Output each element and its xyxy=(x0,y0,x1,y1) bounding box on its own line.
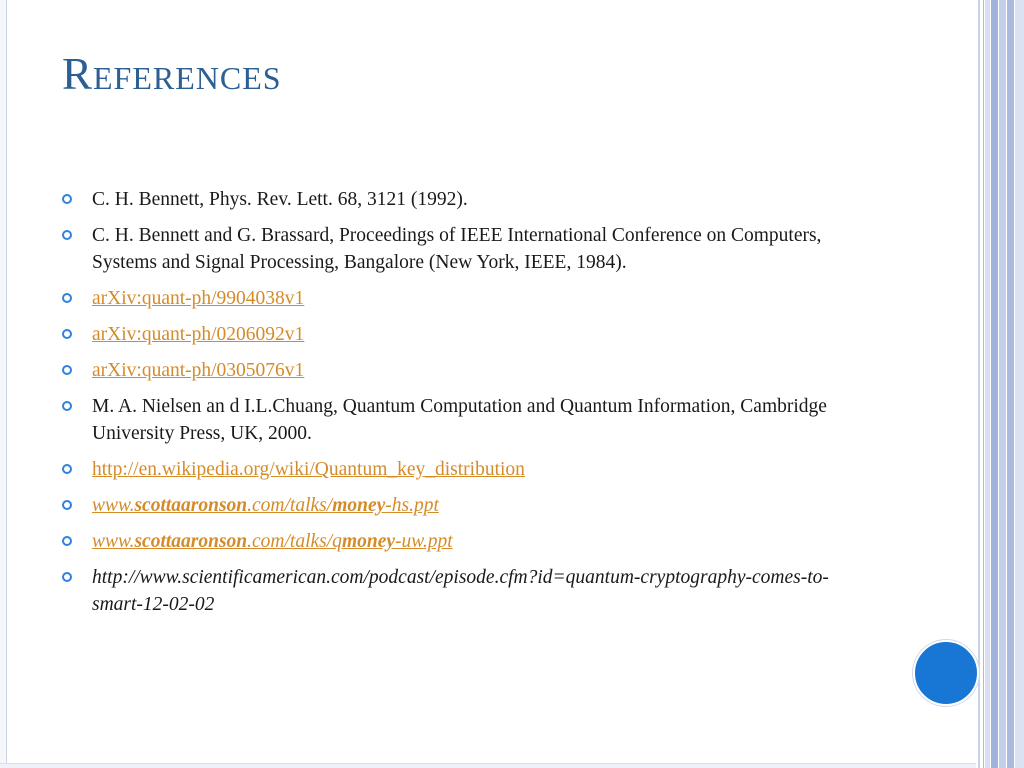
reference-item xyxy=(62,492,862,519)
reference-item xyxy=(62,357,862,384)
reference-item xyxy=(62,222,862,276)
link-part: scottaaronson xyxy=(134,531,248,552)
reference-item xyxy=(62,528,862,555)
left-frame-border xyxy=(0,0,7,768)
stripe xyxy=(985,0,990,768)
arxiv-link[interactable]: arXiv:quant-ph/9904038v1 xyxy=(92,288,305,309)
slide-title: References xyxy=(62,49,282,99)
wikipedia-link[interactable]: http://en.wikipedia.org/wiki/Quantum_key_distribution xyxy=(92,459,525,480)
stripe xyxy=(983,0,984,768)
bullet-icon xyxy=(62,572,72,582)
scottaaronson-uw-link[interactable] xyxy=(92,531,453,552)
arxiv-link[interactable]: arXiv:quant-ph/0305076v1 xyxy=(92,360,305,381)
stripe xyxy=(999,0,1006,768)
bottom-frame-border xyxy=(0,763,1024,768)
bullet-icon xyxy=(62,401,72,411)
reference-text: M. A. Nielsen an d I.L.Chuang, Quantum Computation and Quantum Information, Cambridge University Press, UK, 2000. xyxy=(92,396,827,444)
link-part: www. xyxy=(92,495,135,516)
link-part: money xyxy=(332,495,386,516)
reference-text: C. H. Bennett and G. Brassard, Proceedings of IEEE International Conference on Computers, Systems and Signal Processing, Bangalore (New York, IEEE, 1984). xyxy=(92,225,822,273)
link-part: .com/talks/q xyxy=(247,531,342,552)
link-part: -hs.ppt xyxy=(385,495,439,516)
reference-item xyxy=(62,456,862,483)
bullet-icon xyxy=(62,329,72,339)
reference-item xyxy=(62,564,862,618)
stripe xyxy=(991,0,998,768)
reference-text: http://www.scientificamerican.com/podcast/episode.cfm?id=quantum-cryptography-comes-to-smart-12-02-02 xyxy=(92,567,829,615)
link-part: -uw.ppt xyxy=(395,531,453,552)
reference-item xyxy=(62,186,862,213)
bullet-icon xyxy=(62,230,72,240)
link-part: money xyxy=(341,531,396,552)
stripe xyxy=(1015,0,1024,768)
link-part: scottaaronson xyxy=(134,495,248,516)
reference-item xyxy=(62,321,862,348)
link-part: www. xyxy=(92,531,135,552)
stripe xyxy=(978,0,980,768)
bullet-icon xyxy=(62,464,72,474)
bullet-icon xyxy=(62,365,72,375)
bullet-icon xyxy=(62,500,72,510)
references-list xyxy=(62,186,862,627)
arxiv-link[interactable]: arXiv:quant-ph/0206092v1 xyxy=(92,324,305,345)
link-part: .com/talks/ xyxy=(247,495,333,516)
bullet-icon xyxy=(62,536,72,546)
reference-item xyxy=(62,393,862,447)
decorative-circle xyxy=(913,640,979,706)
scottaaronson-hs-link[interactable] xyxy=(92,495,439,516)
right-decorative-stripes xyxy=(976,0,1024,768)
bullet-icon xyxy=(62,194,72,204)
stripe xyxy=(1007,0,1014,768)
bullet-icon xyxy=(62,293,72,303)
reference-item xyxy=(62,285,862,312)
reference-text: C. H. Bennett, Phys. Rev. Lett. 68, 3121 (1992). xyxy=(92,189,468,210)
